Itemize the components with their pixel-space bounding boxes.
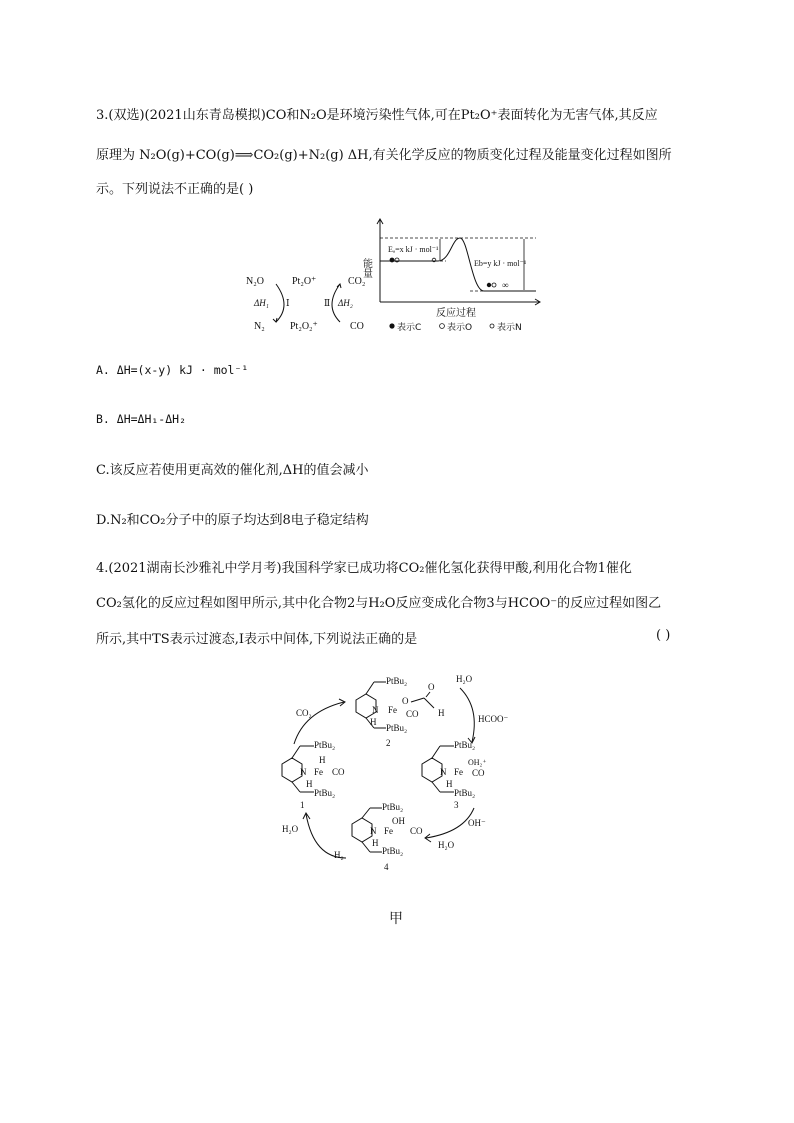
dh1-label: ΔH₁ (254, 298, 269, 308)
q3-option-b: B. ΔH=ΔH₁-ΔH₂ (96, 412, 187, 426)
q3-option-a: A. ΔH=(x-y) kJ · mol⁻¹ (96, 363, 249, 377)
compound-2-number: 2 (386, 738, 391, 748)
compound-3-number: 3 (454, 800, 459, 810)
c-atom-dot (390, 258, 395, 263)
h2-reactant: H₂ (334, 850, 344, 860)
svg-text:PtBu₂: PtBu₂ (386, 723, 408, 733)
h2o-product: H₂O (438, 840, 455, 850)
pt2o-plus-label: Pt₂O⁺ (292, 276, 317, 287)
svg-text:H: H (446, 779, 453, 789)
n2o-label: N₂O (246, 276, 264, 287)
molecule-symbol: ∞ (502, 280, 509, 290)
q4-line-1: 4.(2021湖南长沙雅礼中学月考)我国科学家已成功将CO₂催化氢化获得甲酸,利用化合物1催化 (96, 561, 632, 576)
svg-text:N: N (440, 767, 447, 777)
svg-text:Fe: Fe (384, 826, 393, 836)
hcoo-product: HCOO⁻ (478, 714, 509, 724)
legend-c-dot (389, 323, 394, 328)
ea-label: Eₐ=x kJ · mol⁻¹ (388, 245, 439, 254)
energy-ylabel: 能量 (360, 258, 372, 278)
q4-line-3: 所示,其中TS表示过渡态,Ⅰ表示中间体,下列说法正确的是 (96, 632, 418, 647)
compound-3 (422, 740, 487, 810)
svg-text:PtBu₂: PtBu₂ (314, 740, 336, 750)
q3-line-2: 原理为 N₂O(g)+CO(g)⟹CO₂(g)+N₂(g) ΔH,有关化学反应的物质变化过程及能量变化过程如图所 (96, 148, 672, 163)
cycle-arc-left (276, 284, 284, 322)
legend-n-dot (490, 324, 494, 328)
q3-line-1: 3.(双选)(2021山东青岛模拟)CO和N₂O是环境污染性气体,可在Pt₂O⁺表面转化为无害气体,其反应 (96, 108, 658, 123)
svg-text:N: N (300, 767, 307, 777)
svg-text:H: H (370, 717, 377, 727)
svg-text:OH: OH (392, 816, 405, 826)
ohminus-reactant: OH⁻ (468, 818, 486, 828)
svg-text:PtBu₂: PtBu₂ (382, 846, 404, 856)
co-label: CO (350, 321, 364, 332)
compound-1-number: 1 (300, 800, 305, 810)
compound-2 (356, 676, 445, 748)
q3-option-d: D.N₂和CO₂分子中的原子均达到8电子稳定结构 (96, 513, 369, 528)
svg-text:H: H (372, 838, 379, 848)
svg-text:PtBu₂: PtBu₂ (454, 788, 476, 798)
step-1-label: Ⅰ (286, 298, 290, 308)
compound-4 (352, 802, 423, 872)
co2-reactant: CO₂ (296, 708, 312, 718)
svg-text:Fe: Fe (314, 767, 323, 777)
svg-text:PtBu₂: PtBu₂ (454, 740, 476, 750)
svg-text:OH₂⁺: OH₂⁺ (468, 758, 487, 767)
svg-text:N: N (370, 826, 377, 836)
o-atom-dot-3 (492, 283, 496, 287)
q3-figure (240, 218, 560, 336)
q4-line-2: CO₂氢化的反应过程如图甲所示,其中化合物2与H₂O反应变成化合物3与HCOO⁻的反应过程如图乙 (96, 596, 662, 611)
arrow-2-to-3 (460, 688, 474, 742)
energy-xlabel: 反应过程 (436, 308, 476, 319)
legend-c-text: 表示C (397, 323, 422, 333)
svg-text:H: H (319, 755, 326, 765)
q4-cycle-figure (274, 668, 524, 878)
dh2-label: ΔH₂ (338, 298, 353, 308)
arrow-down-left (273, 318, 277, 322)
svg-text:CO: CO (406, 709, 419, 719)
step-2-label: Ⅱ (324, 298, 331, 308)
compound-1 (282, 740, 345, 810)
h2o-reactant: H₂O (456, 674, 473, 684)
svg-text:CO: CO (472, 768, 485, 778)
figure-caption: 甲 (389, 911, 403, 927)
svg-text:CO: CO (332, 767, 345, 777)
svg-text:O: O (402, 696, 409, 706)
legend-o-dot (440, 324, 445, 329)
compound-4-number: 4 (384, 862, 389, 872)
eb-label: Eb=y kJ · mol⁻¹ (474, 259, 527, 268)
svg-text:Fe: Fe (454, 767, 463, 777)
arrow-3-to-4 (426, 808, 474, 838)
svg-text:N: N (372, 705, 379, 715)
q3-option-c: C.该反应若使用更高效的催化剂,ΔH的值会减小 (96, 463, 369, 478)
legend-o-text: 表示O (447, 323, 473, 333)
svg-text:PtBu₂: PtBu₂ (382, 802, 404, 812)
svg-text:Fe: Fe (388, 705, 397, 715)
svg-text:H: H (438, 708, 445, 718)
svg-text:H: H (306, 779, 313, 789)
q4-answer-paren: ( ) (656, 628, 671, 643)
pt2o2-plus-label: Pt₂O₂⁺ (290, 321, 318, 332)
q3-line-3: 示。下列说法不正确的是( ) (96, 182, 254, 197)
svg-text:O: O (428, 682, 435, 692)
svg-text:CO: CO (410, 826, 423, 836)
n2-label: N₂ (254, 321, 265, 332)
c-atom-dot-2 (487, 283, 491, 287)
svg-text:PtBu₂: PtBu₂ (386, 676, 408, 686)
legend-n-text: 表示N (497, 323, 522, 333)
svg-text:PtBu₂: PtBu₂ (314, 788, 336, 798)
co2-label: CO₂ (348, 276, 366, 287)
h2o-byproduct: H₂O (282, 824, 299, 834)
